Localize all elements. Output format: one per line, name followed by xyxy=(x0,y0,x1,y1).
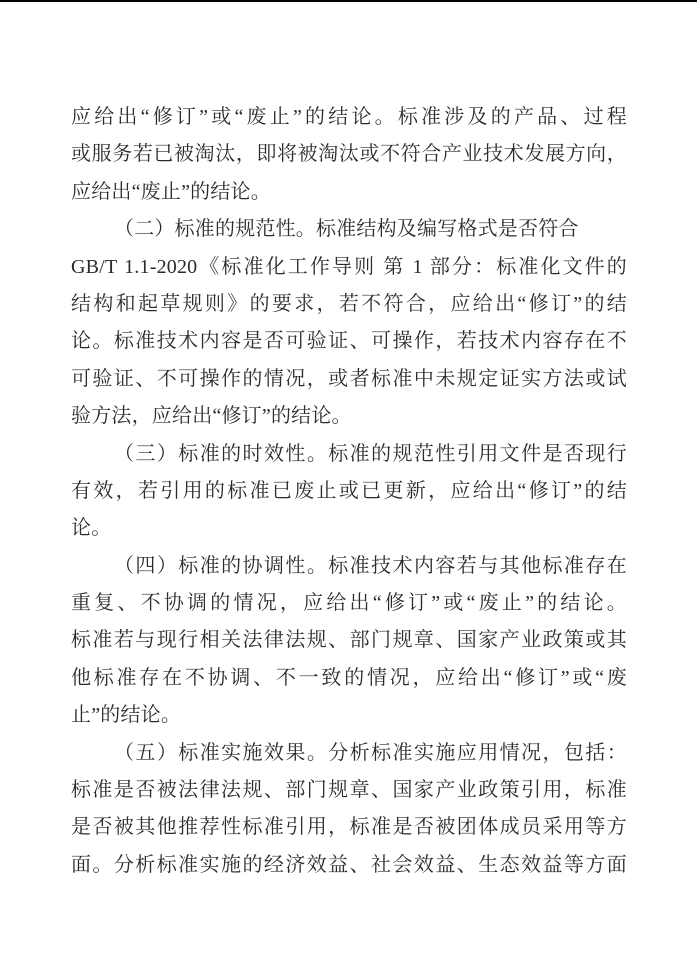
text-line: 标准是否被法律法规、部门规章、国家产业政策引用，标准 xyxy=(71,779,627,802)
text-line: 或服务若已被淘汰，即将被淘汰或不符合产业技术发展方向， xyxy=(71,143,627,166)
text-line: 他标准存在不协调、不一致的情况，应给出“修订”或“废 xyxy=(71,666,627,689)
document-text-block xyxy=(71,99,627,884)
text-line: 验方法，应给出“修订”的结论。 xyxy=(71,405,352,428)
text-line: 标准若与现行相关法律法规、部门规章、国家产业政策或其 xyxy=(71,629,627,652)
text-line: （五）标准实施效果。分析标准实施应用情况，包括： xyxy=(114,741,627,764)
text-line: 重复、不协调的情况，应给出“修订”或“废止”的结论。 xyxy=(71,592,627,615)
text-line: 应给出“修订”或“废止”的结论。标准涉及的产品、过程 xyxy=(71,106,627,128)
page-top-edge-line xyxy=(0,0,697,2)
text-line: GB/T 1.1-2020《标准化工作导则 第 1 部分：标准化文件的 xyxy=(71,255,627,278)
text-line: 论。标准技术内容是否可验证、可操作，若技术内容存在不 xyxy=(71,330,627,353)
text-line: （三）标准的时效性。标准的规范性引用文件是否现行 xyxy=(114,442,627,465)
text-line: （四）标准的协调性。标准技术内容若与其他标准存在 xyxy=(114,554,627,577)
text-line: 面。分析标准实施的经济效益、社会效益、生态效益等方面 xyxy=(71,853,627,876)
text-line: 有效，若引用的标准已废止或已更新，应给出“修订”的结 xyxy=(71,479,627,502)
text-line: （二）标准的规范性。标准结构及编写格式是否符合 xyxy=(114,218,579,241)
text-line: 结构和起草规则》的要求，若不符合，应给出“修订”的结 xyxy=(71,292,627,315)
text-line: 应给出“废止”的结论。 xyxy=(71,180,271,203)
text-line: 可验证、不可操作的情况，或者标准中未规定证实方法或试 xyxy=(71,367,627,390)
text-line: 止”的结论。 xyxy=(71,704,182,727)
text-line: 论。 xyxy=(71,517,112,540)
text-line: 是否被其他推荐性标准引用，标准是否被团体成员采用等方 xyxy=(71,816,627,839)
